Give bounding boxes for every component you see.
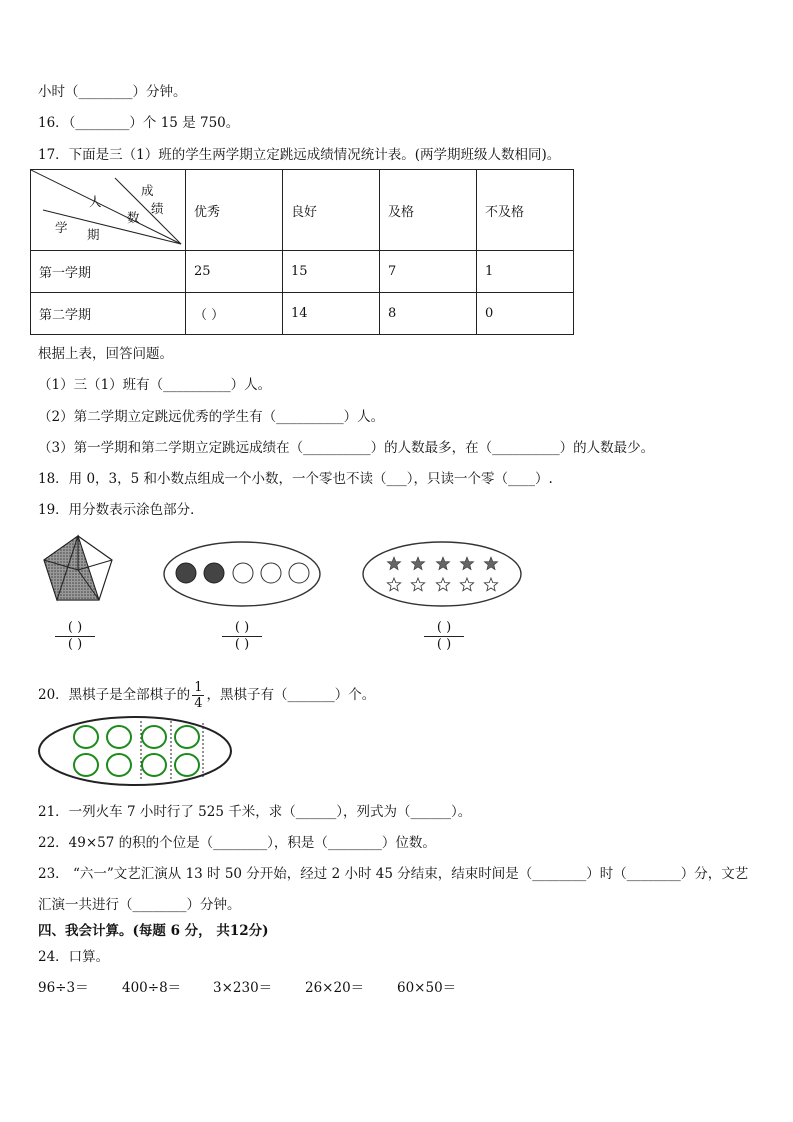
oral-calc-1: 96÷3＝ — [38, 980, 89, 996]
cell: 25 — [186, 251, 283, 293]
question-22: 22．49×57 的积的个位是（________），积是（________）位数。 — [38, 835, 436, 851]
oral-calc-5: 60×50＝ — [397, 980, 457, 996]
cell: （ ） — [186, 293, 283, 335]
oral-calc-3: 3×230＝ — [213, 980, 273, 996]
diag-label-shu: 数 — [127, 210, 140, 225]
header-good: 良好 — [283, 170, 380, 251]
fraction-one-quarter: $\frac{1}{4}$ — [194, 680, 203, 711]
section-4-heading: 四、我会计算。(每题 6 分， 共12分) — [38, 923, 269, 939]
oral-calc-2: 400÷8＝ — [122, 980, 182, 996]
cell: 0 — [477, 293, 574, 335]
circles-figure — [162, 540, 322, 608]
diag-label-ji: 绩 — [151, 201, 164, 216]
question-17-3: （3）第一学期和第二学期立定跳远成绩在（__________）的人数最多，在（__________）的人数最少。 — [38, 440, 655, 456]
question-20: 20．黑棋子是全部棋子的 $\frac{1}{4}$ ，黑棋子有（_______）个。 — [38, 680, 376, 711]
table-row — [31, 251, 574, 293]
question-17-intro: 根据上表，回答问题。 — [38, 346, 173, 362]
stars-figure — [361, 540, 523, 608]
diag-label-qi: 期 — [87, 227, 100, 242]
question-16: 16．（________）个 15 是 750。 — [38, 115, 240, 131]
row-label: 第二学期 — [31, 293, 186, 335]
header-pass: 及格 — [380, 170, 477, 251]
question-17-2: （2）第二学期立定跳远优秀的学生有（__________）人。 — [38, 409, 385, 425]
cell: 1 — [477, 251, 574, 293]
header-fail: 不及格 — [477, 170, 574, 251]
pentagon-figure — [42, 534, 114, 606]
question-17-1: （1）三（1）班有（__________）人。 — [38, 377, 272, 393]
diag-label-cheng: 成 — [141, 183, 154, 198]
cell: 7 — [380, 251, 477, 293]
fraction-blank-2[interactable]: ( ) ( ) — [222, 621, 262, 652]
cell: 15 — [283, 251, 380, 293]
question-17: 17．下面是三（1）班的学生两学期立定跳远成绩情况统计表。(两学期班级人数相同)。 — [38, 147, 561, 163]
diag-label-xue: 学 — [55, 220, 68, 235]
cell: 8 — [380, 293, 477, 335]
table-diagonal-header — [31, 170, 186, 251]
question-21: 21．一列火车 7 小时行了 525 千米，求（______），列式为（______）。 — [38, 804, 472, 820]
table-row — [31, 293, 574, 335]
fraction-blank-3[interactable]: ( ) ( ) — [424, 621, 464, 652]
green-pieces-figure — [37, 715, 233, 787]
fraction-blank-1[interactable]: ( ) ( ) — [55, 621, 95, 652]
line-hours-minutes: 小时（________）分钟。 — [38, 84, 187, 100]
question-23-line2: 汇演一共进行（________）分钟。 — [38, 897, 241, 913]
question-24: 24．口算。 — [38, 949, 110, 965]
diag-label-ren: 人 — [89, 194, 102, 209]
oral-calc-4: 26×20＝ — [305, 980, 365, 996]
row-label: 第一学期 — [31, 251, 186, 293]
question-19: 19．用分数表示涂色部分． — [38, 502, 204, 518]
question-23-line1: 23． “六一”文艺汇演从 13 时 50 分开始，经过 2 小时 45 分结束，结束时间是（________）时（________）分，文艺 — [38, 866, 749, 882]
header-excellent: 优秀 — [186, 170, 283, 251]
cell: 14 — [283, 293, 380, 335]
question-18: 18．用 0，3，5 和小数点组成一个小数，一个零也不读（___），只读一个零（____）. — [38, 471, 553, 487]
score-table — [30, 169, 574, 335]
